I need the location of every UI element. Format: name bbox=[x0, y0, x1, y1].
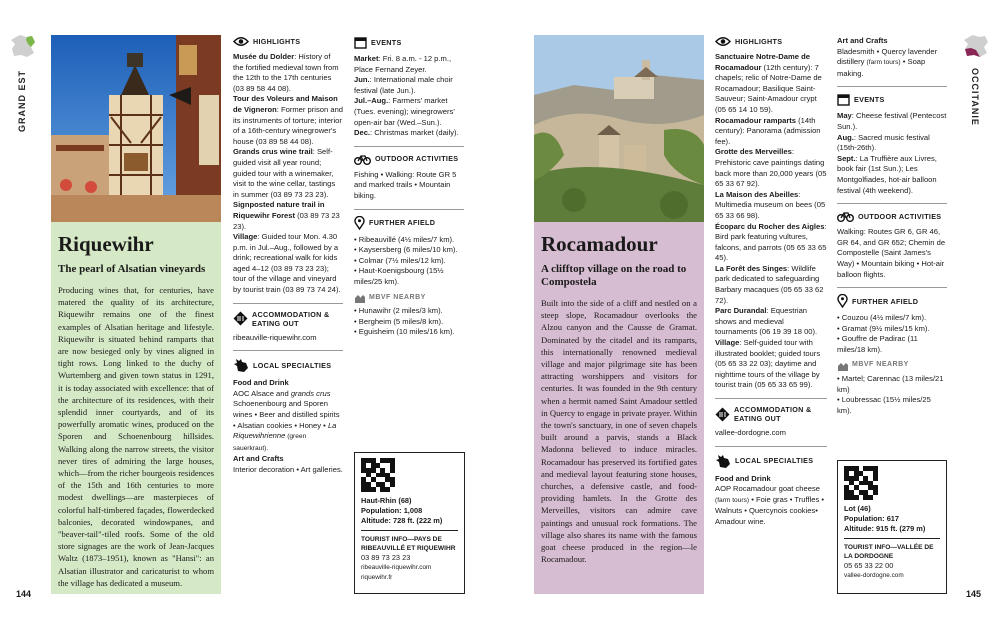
outdoor-text-left: Fishing • Walking: Route GR 5 and marked trails • Mountain biking. bbox=[354, 169, 457, 200]
subtitle-rocamadour: A clifftop village on the road to Compostela bbox=[541, 263, 687, 288]
rooster-icon bbox=[715, 453, 731, 469]
riquewihr-photo bbox=[51, 35, 221, 222]
riquewihr-intro-panel bbox=[51, 222, 221, 594]
intro-text-riquewihr: Producing wines that, for centuries, have matered the quality of its architecture, Riquewihr remains one of the finest examples of Alsatian heritage and lifestyle. Riquewihr is situated behind ramparts that are now besieged only by vines aligned in tight rows. Long linked to the duchy of Wurtemberg and given town status in 1291, it is today associated with excellence: that of the architecture of its residences, with their splendid inner courtyards, and of its powerfully aromatic wines, produced on the Sporen and Schoenenbourg hillsides. Walking along the narrow streets, the visitor never tires of admiring the large houses, which—from the richer bourgeois residences of the 15th and 16th centuries to more modest dwellings—are masterpieces of colorful half-timbered façades, flowerdecked balconies, decorated windowpanes, and "beaver-tail"-tiled roofs. Some of the old store signages are the work of Jean-Jacques Waltz (1873–1951), known as "Hansi": an Alsatian illustrator and caricaturist to whom the village has dedicated a museum. bbox=[58, 285, 214, 588]
afield-item: • Gouffre de Padirac (11 miles/18 km). bbox=[837, 334, 947, 355]
card-url1-right[interactable]: vallee-dordogne.com bbox=[844, 572, 904, 579]
region-label-left: GRAND EST bbox=[17, 70, 27, 133]
card-dept-right: Lot (46) bbox=[844, 504, 871, 513]
cutlery-bed-icon bbox=[715, 407, 730, 422]
card-phone-right: 05 65 33 22 00 bbox=[844, 561, 894, 570]
afield-item: • Ribeauvillé (4½ miles/7 km). bbox=[354, 235, 464, 246]
highlight-entry: Village: Guided tour Mon. 4.30 p.m. in Jul.–Aug., followed by a drink; recreational walk for kids aged 4–12 (03 89 73 23 23); tour of the village and vineyard by tourist train (03 89 73 74 24). bbox=[233, 232, 341, 295]
highlight-entry: Grotte des Merveilles: Prehistoric cave paintings dating back more than 20,000 years (05 65 33 67 92). bbox=[715, 147, 827, 189]
qr-code-icon[interactable] bbox=[844, 466, 878, 500]
accommodation-heading-left: ACCOMMODATION & EATING OUT bbox=[233, 310, 343, 328]
card-url2-left[interactable]: riquewihr.fr bbox=[361, 574, 393, 581]
bicycle-icon bbox=[354, 153, 371, 165]
nearby-item: • Bergheim (5 miles/8 km). bbox=[354, 317, 464, 328]
outdoor-text-right: Walking: Routes GR 6, GR 46, GR 64, and GR 652; Chemin de Compostelle (Saint James's Way) • Mountain biking • Hot-air balloon flights. bbox=[837, 227, 946, 279]
riquewihr-column-events bbox=[354, 36, 464, 338]
rooster-icon bbox=[233, 357, 249, 373]
specialties-heading-left: LOCAL SPECIALTIES bbox=[233, 357, 343, 373]
map-pin-icon bbox=[354, 216, 365, 230]
bicycle-icon bbox=[837, 210, 854, 222]
card-alt-right: Altitude: 915 ft. (279 m) bbox=[844, 524, 926, 533]
page-number-right: 145 bbox=[966, 589, 982, 599]
highlight-entry: La Forêt des Singes: Wildlife park dedicated to safeguarding Barbary macaques (05 65 33 62 72). bbox=[715, 263, 824, 305]
afield-item: • Couzou (4½ miles/7 km). bbox=[837, 313, 947, 324]
events-heading-right: EVENTS bbox=[837, 93, 947, 106]
card-ti-left: TOURIST INFO—PAYS DE RIBEAUVILLÉ ET RIQUEWIHR bbox=[361, 536, 456, 552]
card-phone-left: 03 89 73 23 23 bbox=[361, 553, 411, 562]
rocamadour-column-highlights bbox=[715, 36, 827, 528]
afield-heading-right: FURTHER AFIELD bbox=[837, 294, 947, 308]
nearby-item: • Eguisheim (10 miles/16 km). bbox=[354, 327, 464, 338]
arts-crafts-left: Art and Crafts Interior decoration • Art galleries. bbox=[233, 454, 343, 474]
calendar-icon bbox=[837, 93, 850, 106]
cutlery-bed-icon bbox=[233, 311, 248, 326]
highlight-entry: Grands crus wine trail: Self-guided visit all year round; guided tour with a winemaker, visit to the wine cellar, tastings in summer (03 89 73 23 23). bbox=[233, 147, 336, 199]
outdoor-heading-left: OUTDOOR ACTIVITIES bbox=[354, 153, 464, 165]
afield-item: • Gramat (9½ miles/15 km). bbox=[837, 324, 947, 335]
event-entry: Jun.: International male choir festival (late Jun.). bbox=[354, 75, 453, 95]
page-title-riquewihr: Riquewihr bbox=[58, 232, 154, 256]
village-icon bbox=[354, 293, 366, 303]
highlight-entry: Sanctuaire Notre-Dame de Rocamadour (12th century): 7 chapels; relic of Notre-Dame de Rocamadour; Basilique Saint-Sauveur; Saint-Amadour crypt (05 65 14 10 59). bbox=[715, 52, 822, 114]
nearby-item: • Loubressac (15½ miles/25 km). bbox=[837, 395, 947, 416]
subtitle-riquewihr: The pearl of Alsatian vineyards bbox=[58, 263, 206, 275]
food-drink-right: Food and Drink AOP Rocamadour goat cheese (farm tours) • Foie gras • Truffles • Walnuts • Quercynois cookies• Amadour wine. bbox=[715, 473, 825, 526]
highlight-entry: Parc Durandal: Equestrian shows and medieval tournaments (06 19 39 18 00). bbox=[715, 306, 818, 337]
afield-item: • Haut-Koenigsbourg (15½ miles/25 km). bbox=[354, 266, 464, 287]
event-entry: Dec.: Christmas market (daily). bbox=[354, 128, 459, 138]
card-ti-right: TOURIST INFO—VALLÉE DE LA DORDOGNE bbox=[844, 544, 934, 560]
eye-icon bbox=[233, 36, 249, 47]
highlights-heading-right: HIGHLIGHTS bbox=[715, 36, 827, 47]
nearby-heading-right: MBVF NEARBY bbox=[837, 360, 947, 371]
map-icon-occitanie bbox=[963, 34, 989, 58]
highlight-entry: Musée du Dolder: History of the fortified medieval town from the 12th to the 17th centuries (03 89 58 44 08). bbox=[233, 52, 339, 93]
accommodation-heading-right: ACCOMMODATION & EATING OUT bbox=[715, 405, 827, 423]
accommodation-url-left[interactable]: ribeauville-riquewihr.com bbox=[233, 332, 317, 342]
calendar-icon bbox=[354, 36, 367, 49]
accommodation-url-right[interactable]: vallee-dordogne.com bbox=[715, 428, 786, 437]
nearby-item: • Hunawihr (2 miles/3 km). bbox=[354, 306, 464, 317]
card-pop-right: Population: 617 bbox=[844, 514, 900, 523]
eye-icon bbox=[715, 36, 731, 47]
highlight-entry: Signposted nature trail in Riquewihr Forest (03 89 73 23 23). bbox=[233, 200, 340, 231]
page-number-left: 144 bbox=[16, 589, 32, 599]
page-title-rocamadour: Rocamadour bbox=[541, 232, 658, 256]
events-heading-left: EVENTS bbox=[354, 36, 464, 49]
highlight-entry: Village: Self-guided tour with illustrated booklet; guided tours (05 65 33 22 03); daytime and nighttime tours of the village by tourist train (05 65 33 65 99). bbox=[715, 338, 821, 390]
event-entry: Aug.: Sacred music festival (15th-26th). bbox=[837, 132, 930, 153]
event-entry: May: Cheese festival (Pentecost Sun.). bbox=[837, 111, 947, 131]
highlight-entry: La Maison des Abeilles: Multimedia museum on bees (05 65 33 66 98). bbox=[715, 189, 826, 220]
nearby-heading-left: MBVF NEARBY bbox=[354, 293, 464, 304]
afield-item: • Colmar (7½ miles/12 km). bbox=[354, 256, 464, 267]
village-icon bbox=[837, 361, 849, 371]
afield-heading-left: FURTHER AFIELD bbox=[354, 216, 464, 230]
outdoor-heading-right: OUTDOOR ACTIVITIES bbox=[837, 210, 947, 222]
info-card-riquewihr bbox=[354, 452, 465, 594]
event-entry: Sept.: La Truffière aux Livres, book fair (1st Sun.); Les Montgolfiades, hot-air balloon festival (4th weekend). bbox=[837, 153, 937, 195]
highlights-heading-left: HIGHLIGHTS bbox=[233, 36, 343, 47]
food-drink-left: Food and Drink AOC Alsace and grands crus Schoenenbourg and Sporen wines • Beer and distilled spirits • Alsatian cookies • Honey • La Riquewihrienne (green sauerkraut). bbox=[233, 378, 340, 452]
card-url1-left[interactable]: ribeauville-riquewihr.com bbox=[361, 564, 432, 571]
highlight-entry: Tour des Voleurs and Maison de Vigneron: Former prison and its instruments of torture; interior of a 16th-century winegrower's house (03 89 58 44 08). bbox=[233, 94, 344, 146]
event-entry: Market: Fri. 8 a.m. - 12 p.m., Place Fernand Zeyer. bbox=[354, 54, 452, 74]
card-dept-left: Haut-Rhin (68) bbox=[361, 496, 412, 505]
arts-crafts-right: Art and Crafts Bladesmith • Quercy lavender distillery (farm tours) • Soap making. bbox=[837, 36, 938, 78]
nearby-item: • Martel; Carennac (13 miles/21 km) bbox=[837, 374, 947, 395]
afield-item: • Kaysersberg (6 miles/10 km). bbox=[354, 245, 464, 256]
specialties-heading-right: LOCAL SPECIALTIES bbox=[715, 453, 827, 469]
riquewihr-column-highlights bbox=[233, 36, 343, 476]
card-pop-left: Population: 1,008 bbox=[361, 506, 423, 515]
highlight-entry: Rocamadour ramparts (14th century): Panorama (admission fee). bbox=[715, 115, 821, 146]
rocamadour-intro-panel bbox=[534, 222, 704, 594]
info-card-rocamadour bbox=[837, 460, 947, 594]
qr-code-icon[interactable] bbox=[361, 458, 395, 492]
highlight-entry: Écoparc du Rocher des Aigles: Bird park featuring vultures, falcons, and parrots (05 65 33 65 45). bbox=[715, 221, 827, 263]
event-entry: Jul.–Aug.: Farmers' market (Tues. evening); winegrowers' open-air bar (Wed.–Sun.). bbox=[354, 96, 455, 127]
map-icon-grand-est bbox=[10, 34, 36, 58]
region-label-right: OCCITANIE bbox=[970, 68, 980, 126]
intro-text-rocamadour: Built into the side of a cliff and nestled on a steep slope, Rocamadour overlooks the Alzou canyon and the Causse de Gramat. Dominated by the citadel and its ramparts, this internationally renowned medieval village and major pilgrimage site has been attracting worshippers and visitors for centuries. It was founded in the 9th century when a hermit named Saint Amadour settled in Quercy to engage in private prayer. Within the town's sanctuary, in one of seven chapels built around a parvis, stands a Black Madonna believed to induce miracles. Rocamadour has preserved its fortified gates and medieval layout featuring stone houses, churches, a defensive castle, and food-providing hamlets. In the Grotte des Merveilles, visitors can admire cave paintings and unusual rock formations. The village also shares its name with the famous goat cheese produced in the region—le Rocamadour. bbox=[541, 298, 697, 565]
rocamadour-column-events bbox=[837, 36, 947, 416]
card-alt-left: Altitude: 728 ft. (222 m) bbox=[361, 516, 443, 525]
rocamadour-photo bbox=[534, 35, 704, 222]
map-pin-icon bbox=[837, 294, 848, 308]
